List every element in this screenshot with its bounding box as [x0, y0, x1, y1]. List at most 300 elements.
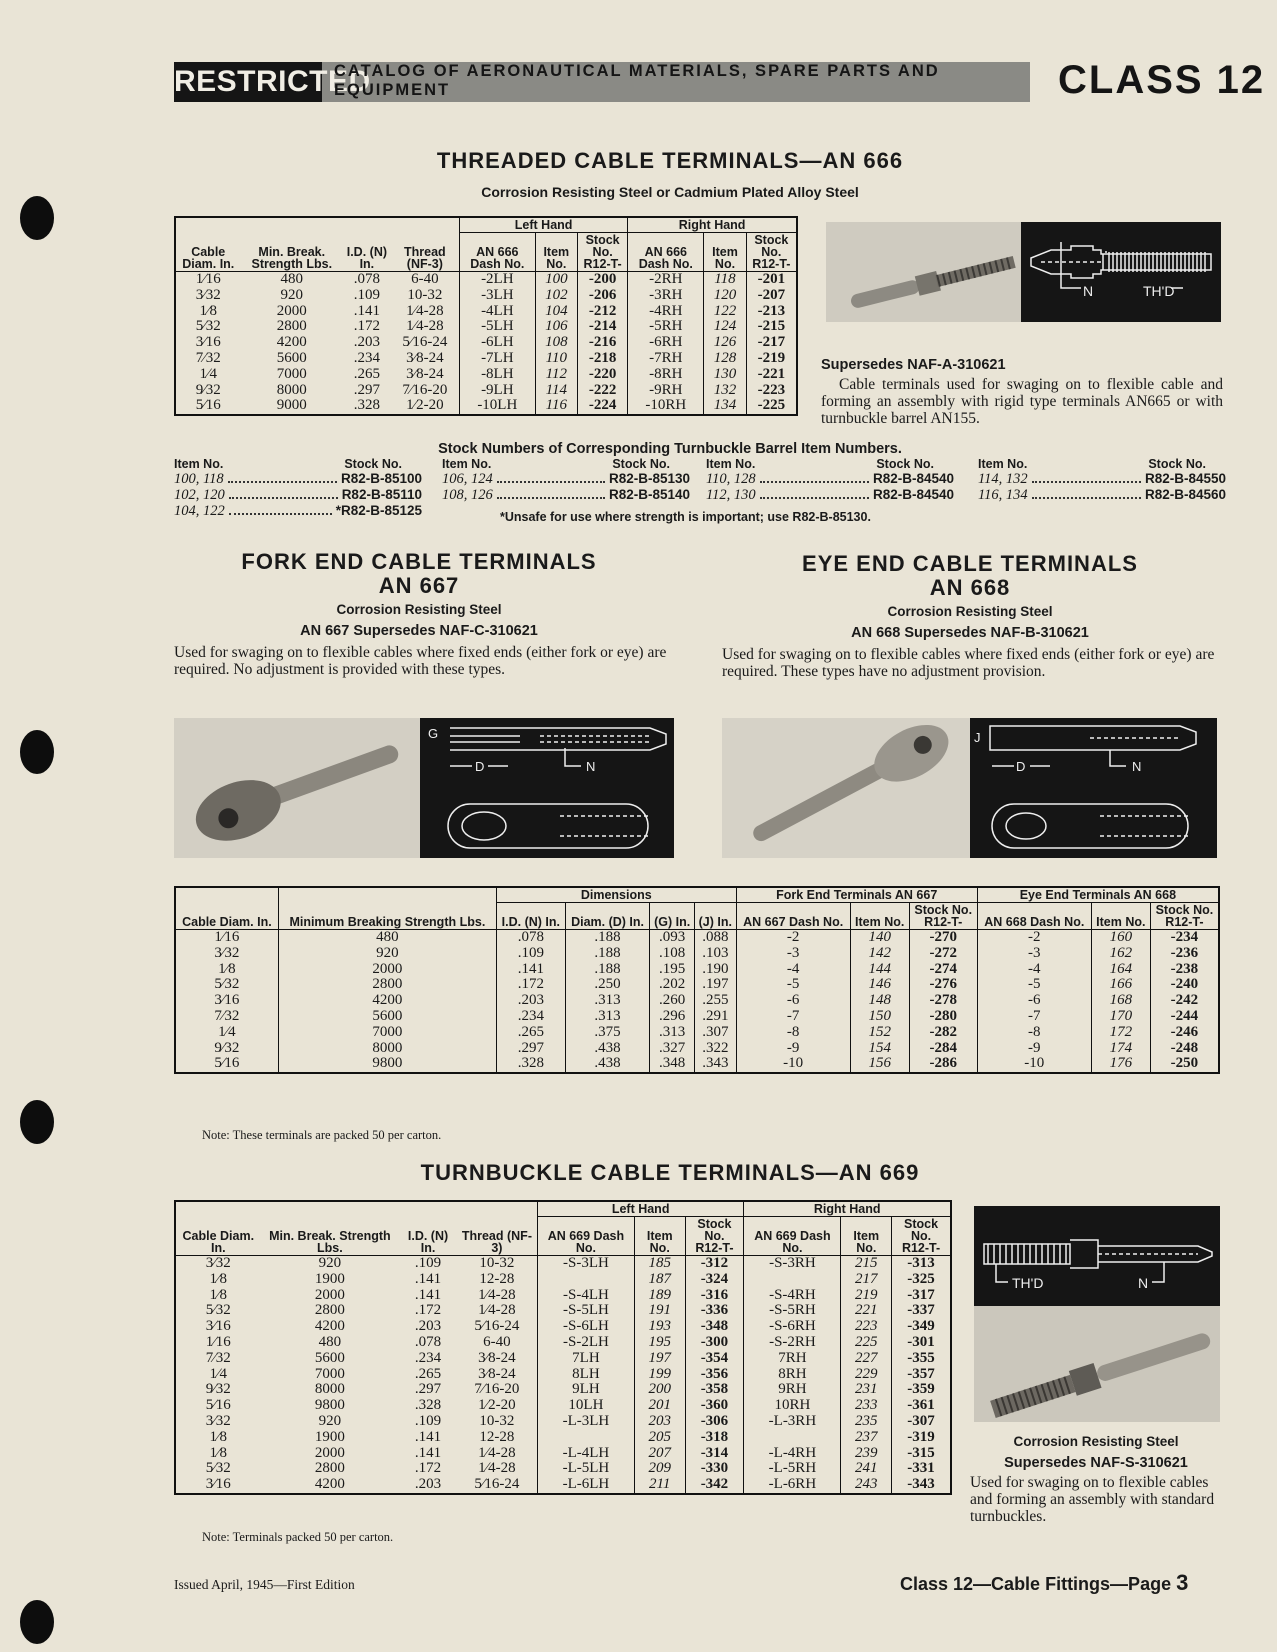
- table-cell: .328: [496, 1056, 565, 1073]
- table-cell: 5⁄32: [205, 1302, 231, 1319]
- table-cell: 1⁄4-28: [406, 302, 444, 319]
- table-cell: 920: [278, 946, 496, 962]
- table-cell: 10LH: [537, 1398, 634, 1414]
- table-cell: 140: [850, 930, 909, 946]
- table-cell: 7⁄32: [214, 1007, 240, 1024]
- stock-no-header: Stock No.: [876, 457, 934, 471]
- turnbuckle-stock-number: R82-B-84540: [872, 487, 954, 502]
- table-row: [175, 1272, 951, 1288]
- turnbuckle-entry: [174, 503, 422, 519]
- col-g: (G) In.: [650, 903, 695, 930]
- table-cell: -201: [746, 272, 797, 288]
- table-cell: 215: [841, 1256, 892, 1272]
- table-cell: -S-2RH: [744, 1335, 841, 1351]
- table-cell: -10: [736, 1056, 850, 1073]
- table-cell: .322: [695, 1041, 737, 1057]
- table-cell: .195: [650, 962, 695, 978]
- fork-subtitle: Corrosion Resisting Steel: [336, 602, 502, 617]
- table-cell: 5600: [278, 1009, 496, 1025]
- stock-label: Stock No.: [914, 903, 973, 917]
- table-cell: -343: [892, 1477, 951, 1494]
- table-row: [175, 1025, 1219, 1041]
- table-cell: 170: [1091, 1009, 1150, 1025]
- table-row: [175, 1041, 1219, 1057]
- stock-no-header: Stock No.: [344, 457, 402, 471]
- table-cell: -317: [892, 1288, 951, 1304]
- table-cell: -S-4LH: [537, 1288, 634, 1304]
- table-cell: 176: [1091, 1056, 1150, 1073]
- table-cell: 197: [634, 1351, 685, 1367]
- turnbuckle-item-numbers: 102, 120: [174, 487, 225, 503]
- turnbuckle-column-header: [174, 457, 422, 471]
- col-stock: [577, 233, 627, 272]
- table-cell: 207: [634, 1446, 685, 1462]
- table-cell: 199: [634, 1367, 685, 1383]
- table-cell: 7⁄16-20: [474, 1381, 520, 1398]
- table-cell: 920: [318, 1255, 342, 1271]
- table-cell: 110: [535, 351, 577, 367]
- table-cell: .141: [496, 962, 565, 978]
- table-cell: 146: [850, 977, 909, 993]
- table-cell: -5: [736, 977, 850, 993]
- table-cell: 3⁄16: [214, 992, 240, 1009]
- col-item: Item No.: [841, 1217, 892, 1256]
- table-cell: 1⁄16: [214, 929, 240, 945]
- table-cell: -S-3LH: [537, 1256, 634, 1272]
- an669-table: [174, 1200, 952, 1495]
- r12-label: R12-T-: [901, 1241, 941, 1255]
- turnbuckle-stock-number: R82-B-85130: [608, 471, 690, 486]
- table-cell: -301: [892, 1335, 951, 1351]
- threaded-terminal-icon: [826, 222, 1022, 322]
- stock-label: Stock No.: [904, 1217, 939, 1243]
- table-cell: 9⁄32: [205, 1381, 231, 1398]
- table-cell: -L-3RH: [744, 1414, 841, 1430]
- an666-photo: [826, 222, 1022, 322]
- table-cell: 9RH: [744, 1382, 841, 1398]
- table-cell: -224: [577, 398, 627, 415]
- turnbuckle-item-numbers: 108, 126: [442, 487, 493, 503]
- table-cell: -9LH: [460, 383, 536, 399]
- turnbuckle-column: [978, 457, 1226, 503]
- table-cell: -8RH: [628, 367, 704, 383]
- table-cell: 3⁄8-24: [478, 1349, 516, 1366]
- table-cell: 134: [704, 398, 746, 415]
- table-cell: 1⁄4-28: [406, 318, 444, 335]
- table-cell: 187: [634, 1272, 685, 1288]
- table-cell: -348: [685, 1319, 744, 1335]
- catalog-title: CATALOG OF AERONAUTICAL MATERIALS, SPARE PARTS AND EQUIPMENT: [334, 62, 940, 99]
- an666-table: [174, 216, 798, 416]
- table-cell: -10LH: [460, 398, 536, 415]
- table-cell: 124: [704, 319, 746, 335]
- turnbuckle-entry: [978, 487, 1226, 503]
- table-cell: -225: [746, 398, 797, 415]
- table-cell: -217: [746, 335, 797, 351]
- table-cell: .088: [695, 930, 737, 946]
- turnbuckle-stock-number: *R82-B-85125: [335, 503, 422, 518]
- table-cell: 12-28: [479, 1270, 515, 1287]
- table-cell: .188: [565, 930, 650, 946]
- table-cell: 3⁄32: [205, 1412, 231, 1429]
- table-cell: -S-6RH: [744, 1319, 841, 1335]
- table-cell: -10RH: [628, 398, 704, 415]
- col-thread: Thread (NF-3): [457, 1201, 538, 1256]
- table-cell: 1⁄8: [209, 1270, 228, 1287]
- table-cell: 9LH: [537, 1382, 634, 1398]
- table-cell: 2000: [314, 1286, 345, 1303]
- table-cell: 203: [634, 1414, 685, 1430]
- table-cell: -220: [577, 367, 627, 383]
- table-cell: -236: [1150, 946, 1219, 962]
- table-row: [175, 977, 1219, 993]
- table-cell: -272: [909, 946, 977, 962]
- col-eye-end: Eye End Terminals AN 668: [977, 887, 1219, 903]
- turnbuckle-item-numbers: 110, 128: [706, 471, 756, 487]
- table-row: [175, 1303, 951, 1319]
- table-cell: 3⁄32: [214, 944, 240, 961]
- table-cell: .203: [353, 334, 380, 351]
- col-thread: Thread (NF-3): [391, 217, 460, 272]
- table-row: [175, 1335, 951, 1351]
- table-cell: .188: [565, 962, 650, 978]
- table-cell: -213: [746, 304, 797, 320]
- table-cell: 1⁄8: [199, 302, 217, 319]
- table-row: [175, 367, 797, 383]
- table-cell: .265: [353, 365, 380, 382]
- table-cell: 3⁄16: [205, 1476, 231, 1493]
- table-cell: .255: [695, 993, 737, 1009]
- table-cell: 193: [634, 1319, 685, 1335]
- table-cell: 10RH: [744, 1398, 841, 1414]
- r12-label: R12-T-: [924, 915, 963, 929]
- table-cell: 2000: [278, 962, 496, 978]
- table-cell: -349: [892, 1319, 951, 1335]
- turnbuckle-column-header: [442, 457, 690, 471]
- table-cell: 229: [841, 1367, 892, 1383]
- table-cell: 5⁄32: [205, 1460, 231, 1477]
- table-cell: 1⁄4: [209, 1365, 228, 1382]
- table-cell: 1⁄4-28: [478, 1460, 516, 1477]
- an666-supersedes: Supersedes NAF-A-310621: [821, 357, 1006, 373]
- turnbuckle-entry: [978, 471, 1226, 487]
- table-cell: 7000: [278, 1025, 496, 1041]
- d-label: D: [1016, 759, 1026, 774]
- fork-terminal-icon: [174, 718, 420, 858]
- col-an-dash: AN 669 Dash No.: [537, 1217, 634, 1256]
- table-cell: -2: [736, 930, 850, 946]
- table-cell: [537, 1430, 634, 1446]
- table-cell: 172: [1091, 1025, 1150, 1041]
- table-cell: .108: [650, 946, 695, 962]
- table-cell: .078: [496, 930, 565, 946]
- turnbuckle-item-numbers: 112, 130: [706, 487, 756, 503]
- table-cell: 8000: [314, 1381, 345, 1398]
- table-cell: 1⁄8: [209, 1428, 228, 1445]
- table-cell: -8LH: [460, 367, 536, 383]
- table-cell: .109: [414, 1412, 442, 1429]
- table-cell: 209: [634, 1461, 685, 1477]
- table-cell: 189: [634, 1288, 685, 1304]
- col-left-hand: Left Hand: [460, 217, 628, 233]
- table-cell: .141: [353, 302, 380, 319]
- table-cell: -216: [577, 335, 627, 351]
- table-cell: -S-2LH: [537, 1335, 634, 1351]
- eye-photo: [722, 718, 970, 858]
- table-cell: 9⁄32: [195, 381, 221, 398]
- table-cell: .172: [353, 318, 380, 335]
- table-cell: .297: [353, 381, 380, 398]
- dot-leader: [760, 471, 869, 483]
- table-cell: 195: [634, 1335, 685, 1351]
- table-cell: .234: [496, 1009, 565, 1025]
- dot-leader: [497, 487, 605, 499]
- table-cell: 6-40: [411, 271, 439, 287]
- table-cell: 480: [280, 271, 304, 287]
- col-cable-diam: Cable Diam. In.: [175, 217, 240, 272]
- table-cell: -3: [736, 946, 850, 962]
- eye-supersedes: AN 668 Supersedes NAF-B-310621: [851, 625, 1089, 641]
- table-row: [175, 288, 797, 304]
- turnbuckle-item-numbers: 116, 134: [978, 487, 1028, 503]
- turnbuckle-stock-number: R82-B-84560: [1144, 487, 1226, 502]
- table-cell: .328: [353, 397, 380, 414]
- turnbuckle-stock-number: R82-B-85100: [340, 471, 422, 486]
- table-cell: .141: [414, 1270, 442, 1287]
- table-cell: 156: [850, 1056, 909, 1073]
- an669-side-supersedes: Supersedes NAF-S-310621: [1004, 1455, 1188, 1471]
- table-cell: 225: [841, 1335, 892, 1351]
- table-cell: -3RH: [628, 288, 704, 304]
- table-cell: 237: [841, 1430, 892, 1446]
- table-cell: 1⁄4: [199, 365, 217, 382]
- table-row: [175, 1461, 951, 1477]
- d-label: D: [475, 759, 485, 774]
- table-cell: 7000: [276, 365, 307, 382]
- table-cell: 1⁄4-28: [478, 1444, 516, 1461]
- turnbuckle-barrel-title: Stock Numbers of Corresponding Turnbuckle Barrel Item Numbers.: [438, 441, 902, 457]
- fork-title: FORK END CABLE TERMINALS: [241, 549, 597, 574]
- eye-subtitle: Corrosion Resisting Steel: [887, 604, 1053, 619]
- table-cell: .190: [695, 962, 737, 978]
- table-cell: -4LH: [460, 304, 536, 320]
- table-cell: 2000: [276, 302, 307, 319]
- table-cell: -336: [685, 1303, 744, 1319]
- dot-leader: [229, 503, 332, 515]
- col-stock: [909, 903, 977, 930]
- table-row: [175, 335, 797, 351]
- table-cell: -278: [909, 993, 977, 1009]
- table-cell: 1⁄16: [205, 1333, 231, 1350]
- table-cell: 201: [634, 1398, 685, 1414]
- table-cell: 12-28: [479, 1428, 515, 1445]
- fork-photo: [174, 718, 420, 858]
- table-cell: -324: [685, 1272, 744, 1288]
- table-cell: 1⁄2-20: [478, 1397, 516, 1414]
- fork-eye-table: [174, 886, 1220, 1074]
- table-cell: 1⁄4-28: [478, 1286, 516, 1303]
- table-cell: -S-3RH: [744, 1256, 841, 1272]
- n-label: N: [1132, 759, 1142, 774]
- table-cell: 106: [535, 319, 577, 335]
- table-cell: 8000: [276, 381, 307, 398]
- table-cell: 3⁄8-24: [406, 349, 444, 366]
- r12-label: R12-T-: [583, 257, 622, 271]
- turnbuckle-terminal-diagram-icon: [974, 1206, 1220, 1306]
- table-cell: 108: [535, 335, 577, 351]
- col-fork-end: Fork End Terminals AN 667: [736, 887, 977, 903]
- turnbuckle-item-numbers: 104, 122: [174, 503, 225, 519]
- table-cell: 7⁄32: [195, 349, 221, 366]
- table-row: [175, 1430, 951, 1446]
- table-cell: 3⁄32: [205, 1255, 231, 1271]
- dot-leader: [229, 487, 338, 499]
- table-cell: -L-5LH: [537, 1461, 634, 1477]
- table-cell: 118: [704, 272, 746, 288]
- n-label: N: [586, 759, 596, 774]
- table-cell: 1900: [314, 1270, 345, 1287]
- table-cell: 227: [841, 1351, 892, 1367]
- table-row: [175, 1446, 951, 1462]
- fork-diagram: [420, 718, 674, 858]
- turnbuckle-stock-number: R82-B-84540: [872, 471, 954, 486]
- table-cell: 239: [841, 1446, 892, 1462]
- col-cable-diam: Cable Diam. In.: [175, 887, 278, 930]
- table-cell: -2: [977, 930, 1091, 946]
- table-cell: -312: [685, 1256, 744, 1272]
- an669-photo: [974, 1306, 1220, 1422]
- table-cell: -L-3LH: [537, 1414, 634, 1430]
- table-cell: 5⁄16: [205, 1397, 231, 1414]
- table-cell: .348: [650, 1056, 695, 1073]
- table-cell: 235: [841, 1414, 892, 1430]
- table-cell: -314: [685, 1446, 744, 1462]
- table-cell: .296: [650, 1009, 695, 1025]
- table-row: [175, 1477, 951, 1494]
- thd-label: TH'D: [1012, 1275, 1044, 1291]
- table-cell: -6: [977, 993, 1091, 1009]
- table-row: [175, 319, 797, 335]
- table-cell: 100: [535, 272, 577, 288]
- table-cell: -244: [1150, 1009, 1219, 1025]
- table-cell: .328: [414, 1397, 442, 1414]
- table-cell: 104: [535, 304, 577, 320]
- table-cell: -307: [892, 1414, 951, 1430]
- table-cell: 219: [841, 1288, 892, 1304]
- class-number: CLASS 12: [1058, 58, 1266, 102]
- table-cell: .109: [414, 1255, 442, 1271]
- table-cell: .438: [565, 1056, 650, 1073]
- table-cell: 7RH: [744, 1351, 841, 1367]
- table-cell: 243: [841, 1477, 892, 1494]
- table-cell: 164: [1091, 962, 1150, 978]
- table-cell: 5⁄16: [195, 397, 221, 414]
- table-cell: -248: [1150, 1041, 1219, 1057]
- eye-title: EYE END CABLE TERMINALS: [802, 551, 1138, 576]
- table-cell: .297: [414, 1381, 442, 1398]
- table-cell: 162: [1091, 946, 1150, 962]
- table-cell: 200: [634, 1382, 685, 1398]
- table-cell: -337: [892, 1303, 951, 1319]
- table-cell: -6LH: [460, 335, 536, 351]
- table-cell: 3⁄32: [195, 286, 221, 303]
- table-cell: -6RH: [628, 335, 704, 351]
- turnbuckle-entry: [706, 471, 954, 487]
- col-item: Item No.: [1091, 903, 1150, 930]
- table-cell: .313: [565, 993, 650, 1009]
- col-cable-diam: Cable Diam. In.: [175, 1201, 261, 1256]
- stock-no-header: Stock No.: [1148, 457, 1206, 471]
- table-row: [175, 398, 797, 415]
- table-cell: -359: [892, 1382, 951, 1398]
- col-an667-dash: AN 667 Dash No.: [736, 903, 850, 930]
- table-cell: -4RH: [628, 304, 704, 320]
- table-cell: .203: [414, 1318, 442, 1335]
- table-cell: 191: [634, 1303, 685, 1319]
- table-row: [175, 993, 1219, 1009]
- dims-note: Note: These terminals are packed 50 per carton.: [202, 1128, 442, 1142]
- an669-side-description: Used for swaging on to flexible cables and forming an assembly with standard turnbuckles.: [970, 1474, 1215, 1525]
- item-no-header: Item No.: [978, 457, 1028, 471]
- table-cell: -7: [736, 1009, 850, 1025]
- table-cell: 231: [841, 1382, 892, 1398]
- table-row: [175, 1398, 951, 1414]
- table-row: [175, 962, 1219, 978]
- table-cell: -214: [577, 319, 627, 335]
- table-row: [175, 272, 797, 288]
- table-cell: .307: [695, 1025, 737, 1041]
- turnbuckle-item-numbers: 114, 132: [978, 471, 1028, 487]
- table-cell: 7LH: [537, 1351, 634, 1367]
- table-cell: -300: [685, 1335, 744, 1351]
- table-cell: 1⁄2-20: [406, 397, 444, 414]
- table-cell: -212: [577, 304, 627, 320]
- stock-label: Stock No.: [754, 233, 789, 259]
- table-cell: 10-32: [479, 1255, 515, 1271]
- table-cell: -242: [1150, 993, 1219, 1009]
- item-no-header: Item No.: [706, 457, 756, 471]
- table-cell: 9⁄32: [214, 1039, 240, 1056]
- page-number: 3: [1176, 1570, 1189, 1595]
- table-cell: 2800: [314, 1460, 345, 1477]
- turnbuckle-entry: [174, 487, 422, 503]
- table-cell: 9000: [276, 397, 307, 414]
- table-cell: -S-6LH: [537, 1319, 634, 1335]
- table-cell: 8000: [278, 1041, 496, 1057]
- table-cell: -325: [892, 1272, 951, 1288]
- fork-an-number: AN 667: [378, 573, 460, 598]
- table-cell: 223: [841, 1319, 892, 1335]
- table-cell: -331: [892, 1461, 951, 1477]
- table-cell: .291: [695, 1009, 737, 1025]
- fork-description: Used for swaging on to flexible cables where fixed ends (either fork or eye) are required. No adjustment is provided with these types.: [174, 644, 667, 678]
- table-cell: 102: [535, 288, 577, 304]
- turnbuckle-stock-number: R82-B-85140: [608, 487, 690, 502]
- table-cell: -7LH: [460, 351, 536, 367]
- table-cell: 132: [704, 383, 746, 399]
- table-cell: -315: [892, 1446, 951, 1462]
- table-row: [175, 1319, 951, 1335]
- table-cell: .093: [650, 930, 695, 946]
- stock-no-header: Stock No.: [612, 457, 670, 471]
- table-cell: .172: [414, 1460, 442, 1477]
- binder-hole: [20, 196, 54, 240]
- col-an-dash: AN 666 Dash No.: [460, 233, 536, 272]
- page-footer: [900, 1570, 1188, 1596]
- col-an668-dash: AN 668 Dash No.: [977, 903, 1091, 930]
- table-cell: 1⁄8: [218, 960, 236, 977]
- table-cell: -200: [577, 272, 627, 288]
